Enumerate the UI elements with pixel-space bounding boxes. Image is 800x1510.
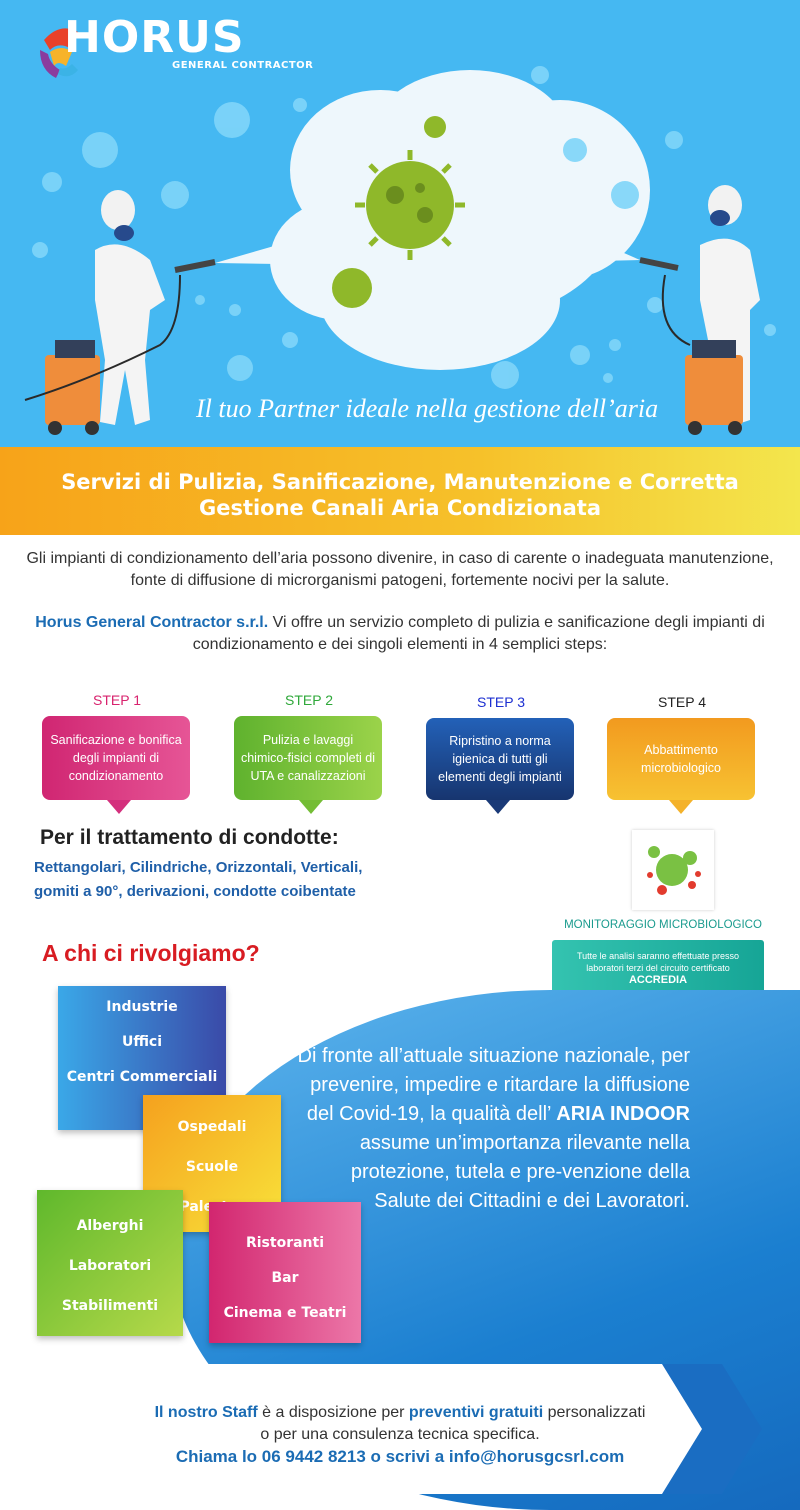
intro-paragraph: Gli impianti di condizionamento dell’aria possono divenire, in caso di carente o inadeguata manutenzione, fonte di diffusione di microrganismi patogeni, fortemente nocivi per la salute. [26, 550, 774, 589]
sector-item: Alberghi [76, 1218, 144, 1234]
step-pointer [107, 800, 131, 814]
step-2 [234, 692, 384, 814]
step-3 [426, 694, 576, 814]
accredia-label: ACCREDIA [628, 974, 688, 986]
free-quotes: preventivi gratuiti [408, 1404, 544, 1421]
step-label: STEP 1 [93, 692, 141, 708]
banner-line-2: Gestione Canali Aria Condizionata [198, 496, 602, 520]
worker-left [25, 190, 215, 435]
microbe-image [632, 830, 714, 910]
sector-item: Cinema e Teatri [223, 1305, 347, 1321]
step-box: Abbattimento microbiologico [607, 718, 755, 800]
condotte-list [34, 856, 362, 904]
who-title: A chi ci rivolgiamo? [42, 940, 260, 966]
sector-item: Industrie [106, 999, 178, 1015]
company-name: Horus General Contractor s.r.l. [35, 614, 269, 631]
services-banner [0, 447, 800, 535]
logo-wordmark: HORUS [64, 12, 245, 63]
banner-line-1: Servizi di Pulizia, Sanificazione, Manutenzione e Corretta [61, 470, 739, 494]
condotte-title: Per il trattamento di condotte: [40, 826, 339, 849]
condotte-line-2: gomiti a 90°, derivazioni, condotte coibentate [34, 883, 356, 900]
virus-icon [355, 150, 465, 260]
sector-item: Ospedali [177, 1119, 247, 1135]
step-pointer [486, 800, 510, 814]
step-label: STEP 2 [285, 692, 333, 708]
step-pointer [669, 800, 693, 814]
step-box: Ripristino a norma igienica di tutti gli elementi degli impianti [426, 718, 574, 800]
sector-item: Bar [271, 1270, 299, 1286]
footer-text-2: personalizzati [543, 1404, 646, 1421]
para-text-a: Di fronte all’attuale situazione nazionale, per prevenire, impedire e ritardare la diffusione del Covid-19, la qualità dell’ [297, 1045, 690, 1125]
step-1 [42, 692, 192, 814]
condotte-line-1: Rettangolari, Cilindriche, Orizzontali, Verticali, [34, 859, 363, 876]
sector-box-leisure [209, 1202, 361, 1343]
aria-indoor: ARIA INDOOR [556, 1103, 690, 1125]
para-text-b: assume un’importanza rilevante nella protezione, tutela e pre-venzione della Salute dei Cittadini e dei Lavoratori. [350, 1132, 690, 1212]
step-box: Pulizia e lavaggi chimico-fisici completi di UTA e canalizzazioni [234, 716, 382, 800]
staff-label: Il nostro Staff [154, 1404, 258, 1421]
sector-item: Laboratori [68, 1258, 152, 1274]
sector-item: Uffici [121, 1034, 163, 1050]
step-box: Sanificazione e bonifica degli impianti di condizionamento [42, 716, 190, 800]
footer-text-1: è a disposizione per [257, 1404, 409, 1421]
logo-subtitle: GENERAL CONTRACTOR [172, 60, 314, 71]
step-label: STEP 3 [477, 694, 525, 710]
hero-tagline: Il tuo Partner ideale nella gestione dell’aria [196, 394, 659, 423]
hero-banner [0, 0, 800, 447]
step-pointer [299, 800, 323, 814]
sector-item: Ristoranti [245, 1235, 325, 1251]
intro-paragraph-2 [20, 612, 780, 656]
sector-item: Stabilimenti [61, 1298, 159, 1314]
covid-paragraph [290, 1042, 690, 1216]
accredia-note-2: laboratori terzi del circuito certificato [586, 963, 730, 973]
step-label: STEP 4 [658, 694, 706, 710]
step-4 [607, 694, 757, 814]
accredia-box [552, 940, 764, 997]
hero-illustration [0, 0, 800, 447]
footer-text [80, 1402, 720, 1469]
footer-text-3: o per una consulenza tecnica specifica. [260, 1426, 540, 1443]
sector-box-hospitality [37, 1190, 183, 1336]
sector-item: Centri Commerciali [66, 1069, 218, 1085]
intro-text: Vi offre un servizio completo di pulizia e sanificazione degli impianti di condizionamento e dei singoli elementi in 4 semplici steps: [192, 614, 765, 653]
accredia-note-1: Tutte le analisi saranno effettuate presso [576, 951, 740, 961]
sector-item: Scuole [185, 1159, 239, 1175]
monitor-title: MONITORAGGIO MICROBIOLOGICO [564, 919, 762, 931]
contact-line[interactable]: Chiama lo 06 9442 8213 o scrivi a info@horusgcsrl.com [175, 1447, 625, 1466]
